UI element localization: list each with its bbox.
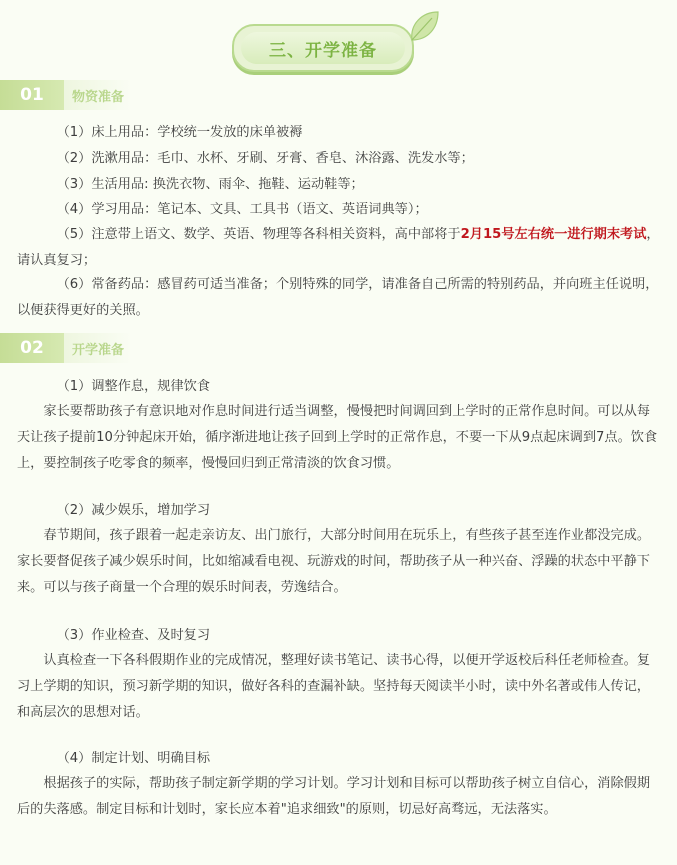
prep-heading-2: （2）减少娱乐，增加学习 — [56, 503, 211, 518]
prep-body-3: 认真检查一下各科假期作业的完成情况，整理好读书笔记、读书心得，以便开学返校后科任老师检查。复习上学期的知识，预习新学期的知识，做好各科的查漏补缺。坚持每天阅读半小时，读中外名著或伟人传记，和高层次的思想对话。 — [17, 653, 651, 720]
section-label: 开学准备 — [64, 333, 132, 363]
section-label: 物资准备 — [64, 80, 132, 110]
supply-item-1: （1）床上用品：学校统一发放的床单被褥 — [56, 125, 303, 140]
section-header-supplies — [0, 80, 677, 110]
supply-item-5 — [17, 222, 661, 274]
exam-date-highlight: 2月15号左右统一进行期末考试 — [460, 227, 647, 242]
title-pill — [232, 24, 414, 72]
leaf-icon — [404, 6, 444, 46]
prep-heading-1: （1）调整作息，规律饮食 — [56, 379, 211, 394]
prep-body-1: 家长要帮助孩子有意识地对作息时间进行适当调整，慢慢把时间调回到上学时的正常作息时间。可以从每天让孩子提前10分钟起床开始，循序渐进地让孩子回到上学时的正常作息，不要一下从9点起床调到7点。饮食上，要控制孩子吃零食的频率，慢慢回归到正常清淡的饮食习惯。 — [17, 404, 658, 471]
supply-item-4: （4）学习用品：笔记本、文具、工具书（语文、英语词典等）； — [56, 202, 428, 217]
prep-heading-4: （4）制定计划、明确目标 — [56, 751, 211, 766]
section-header-preparation — [0, 333, 677, 363]
prep-body-4: 根据孩子的实际，帮助孩子制定新学期的学习计划。学习计划和目标可以帮助孩子树立自信心，消除假期后的失落感。制定目标和计划时，家长应本着"追求细致"的原则，切忌好高骛远，无法落实。 — [17, 776, 651, 817]
section-number: 02 — [0, 333, 64, 363]
supply-item-5-prefix: （5）注意带上语文、数学、英语、物理等各科相关资料，高中部将于 — [56, 227, 461, 242]
supply-item-3: （3）生活用品: 换洗衣物、雨伞、拖鞋、运动鞋等； — [56, 177, 364, 192]
supply-item-6: （6）常备药品：感冒药可适当准备；个别特殊的同学，请准备自己所需的特别药品，并向班主任说明，以便获得更好的关照。 — [17, 277, 659, 318]
prep-heading-3: （3）作业检查、及时复习 — [56, 628, 211, 643]
page-title: 三、开学准备 — [241, 32, 405, 64]
section-number: 01 — [0, 80, 64, 110]
supply-item-2: （2）洗漱用品：毛巾、水杯、牙刷、牙膏、香皂、沐浴露、洗发水等； — [56, 151, 474, 166]
title-banner — [0, 14, 677, 74]
supply-item-5-suffix: ，请认真复习； — [17, 227, 660, 268]
prep-body-2: 春节期间，孩子跟着一起走亲访友、出门旅行，大部分时间用在玩乐上，有些孩子甚至连作业都没完成。家长要督促孩子减少娱乐时间，比如缩减看电视、玩游戏的时间，帮助孩子从一种兴奋、浮躁的状态中平静下来。可以与孩子商量一个合理的娱乐时间表，劳逸结合。 — [17, 528, 651, 595]
